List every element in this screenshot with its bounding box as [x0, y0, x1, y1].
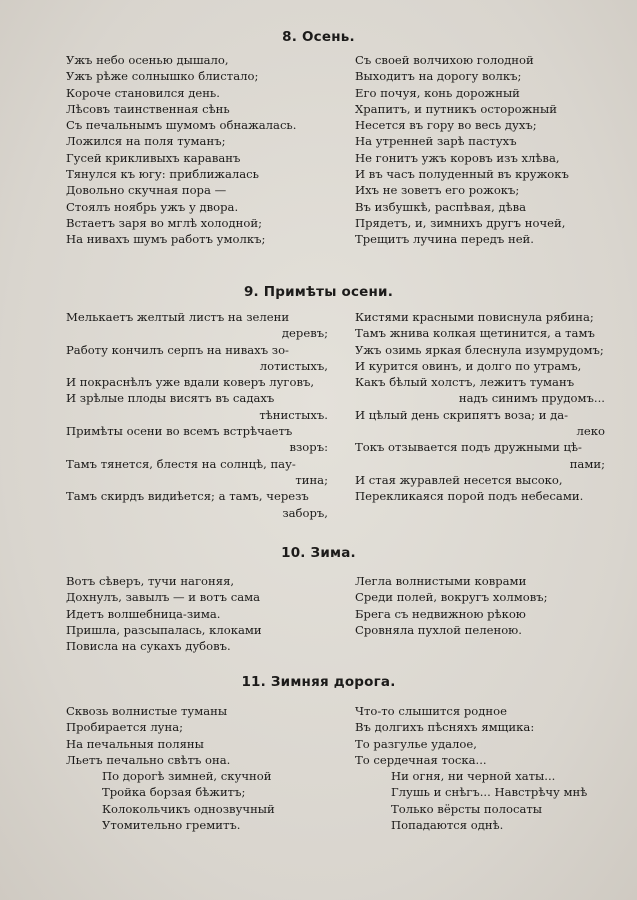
verse-line: Легла волнистыми коврами [355, 574, 527, 588]
verse-line: Сровняла пухлой пеленою. [355, 622, 522, 637]
verse-line: И въ часъ полуденный въ кружокъ [355, 167, 569, 182]
verse-line: Тамъ скирдъ видиѣется; а тамъ, черезъ [66, 489, 309, 504]
verse-line-continuation: взоръ: [289, 440, 328, 455]
verse-line: Перекликаяся порой подъ небесами. [355, 489, 584, 504]
verse-line: То разгулье удалое, [355, 736, 477, 751]
poem-8-title: 8. Осень. [282, 29, 355, 45]
verse-line: Вотъ сѣверъ, тучи нагоняя, [66, 574, 235, 588]
verse-line-indented: Колокольчикъ однозвучный [102, 801, 275, 816]
verse-line: Его почуя, конь дорожный [355, 85, 520, 100]
verse-line: Сквозь волнистые туманы [66, 704, 228, 718]
poem-9-right-column [355, 309, 605, 505]
poem-9-left-column [66, 309, 328, 521]
verse-line: Брега съ недвижною рѣкою [355, 606, 526, 621]
verse-line: Среди полей, вокругъ холмовъ; [355, 590, 548, 605]
verse-line: И покраснѣлъ уже вдали коверъ луговъ, [66, 375, 315, 390]
poem-11-left-column [66, 703, 326, 833]
verse-line-continuation: пами; [569, 456, 605, 471]
verse-line: Храпитъ, и путникъ осторожный [355, 101, 557, 116]
verse-line: Повисла на сукахъ дубовъ. [66, 639, 231, 654]
verse-line: И стая журавлей несется высоко, [355, 472, 563, 487]
verse-line-indented: Только вёрсты полосаты [391, 801, 543, 816]
verse-line: Ужъ небо осенью дышало, [66, 53, 229, 67]
verse-line-continuation: лотистыхъ, [259, 358, 328, 373]
verse-line-continuation: деревъ; [281, 326, 328, 341]
poem-11-right-column [355, 703, 605, 833]
verse-line: Короче становился день. [66, 85, 220, 100]
verse-line: Ужъ озимь яркая блеснула изумрудомъ; [355, 342, 604, 357]
poem-9-title: 9. Примѣты осени. [243, 284, 394, 300]
verse-line-continuation: леко [576, 424, 605, 439]
verse-line: Ложился на поля туманъ; [66, 134, 226, 149]
verse-line: Въ долгихъ пѣсняхъ ямщика: [355, 720, 535, 735]
verse-line-indented: Ни огня, ни черной хаты... [391, 769, 556, 784]
poem-10-left-column [66, 573, 326, 654]
verse-line: Льетъ печально свѣтъ она. [66, 752, 231, 767]
verse-line-continuation: тина; [295, 472, 328, 487]
verse-line: Какъ бѣлый холстъ, лежитъ туманъ [355, 375, 575, 390]
verse-line: Мелькаетъ желтый листъ на зелени [66, 310, 290, 324]
verse-line: Ужъ рѣже солнышко блистало; [66, 69, 259, 84]
verse-line: И зрѣлые плоды висятъ въ садахъ [66, 391, 275, 406]
poem-11-title: 11. Зимняя дорога. [241, 674, 396, 690]
verse-line-indented: Утомительно гремитъ. [102, 818, 241, 833]
verse-line: И курится овинъ, и долго по утрамъ, [355, 358, 582, 373]
verse-line: Съ своей волчихою голодной [355, 53, 534, 67]
verse-line: Съ печальнымъ шумомъ обнажалась. [66, 118, 297, 133]
verse-line: Тамъ тянется, блестя на солнцѣ, пау- [66, 456, 296, 471]
verse-line: Довольно скучная пора — [66, 183, 227, 198]
verse-line: И цѣлый день скрипятъ воза; и да- [355, 407, 569, 422]
verse-line: Выходитъ на дорогу волкъ; [355, 69, 522, 84]
verse-line: Примѣты осени во всемъ встрѣчаетъ [66, 424, 293, 439]
verse-line-continuation: тѣнистыхъ. [259, 407, 328, 422]
verse-line: Дохнулъ, завылъ — и вотъ сама [66, 590, 261, 605]
verse-line: Ихъ не зоветъ его рожокъ; [355, 183, 520, 198]
verse-line: Пришла, разсыпалась, клоками [66, 622, 262, 637]
verse-line-indented: Глушь и снѣгъ... Навстрѣчу мнѣ [391, 785, 588, 800]
verse-line: Тамъ жнива колкая щетинится, а тамъ [355, 326, 595, 341]
verse-line: Встаетъ заря во мглѣ холодной; [66, 215, 263, 230]
verse-line: Работу кончилъ серпъ на нивахъ зо- [66, 342, 289, 357]
verse-line-continuation: надъ синимъ прудомъ... [458, 391, 605, 406]
poem-8-right-column [355, 52, 595, 248]
verse-line: Что-то слышится родное [355, 704, 507, 718]
poem-10-title: 10. Зима. [281, 545, 356, 561]
verse-line: Стоялъ ноябрь ужъ у двора. [66, 199, 239, 214]
verse-line: Токъ отзывается подъ дружными цѣ- [355, 440, 582, 455]
poem-10-right-column [355, 573, 595, 638]
verse-line: Лѣсовъ таинственная сѣнь [66, 101, 230, 116]
verse-line: Идетъ волшебница-зима. [66, 606, 221, 621]
verse-line-continuation: заборъ, [282, 505, 328, 520]
verse-line: Не гонитъ ужъ коровъ изъ хлѣва, [355, 150, 560, 165]
verse-line-indented: Тройка борзая бѣжитъ; [102, 785, 246, 800]
verse-line: Тянулся къ югу: приближалась [66, 167, 259, 182]
verse-line-indented: Попадаются однѣ. [391, 818, 504, 833]
verse-line-indented: По дорогѣ зимней, скучной [102, 769, 272, 784]
verse-line: Кистями красными повиснула рябина; [355, 310, 594, 324]
verse-line: Пробирается луна; [66, 720, 184, 735]
verse-line: То сердечная тоска... [355, 752, 487, 767]
verse-line: Прядетъ, и, зимнихъ другъ ночей, [355, 215, 566, 230]
verse-line: Въ избушкѣ, распѣвая, дѣва [355, 199, 527, 214]
verse-line: На печальныя поляны [66, 736, 204, 751]
verse-line: На утренней зарѣ пастухъ [355, 134, 517, 149]
verse-line: Гусей крикливыхъ караванъ [66, 150, 241, 165]
poem-8-left-column [66, 52, 326, 248]
verse-line: Несется въ гору во весь духъ; [355, 118, 537, 133]
verse-line: Трещитъ лучина передъ ней. [355, 232, 534, 247]
verse-line: На нивахъ шумъ работъ умолкъ; [66, 232, 266, 247]
